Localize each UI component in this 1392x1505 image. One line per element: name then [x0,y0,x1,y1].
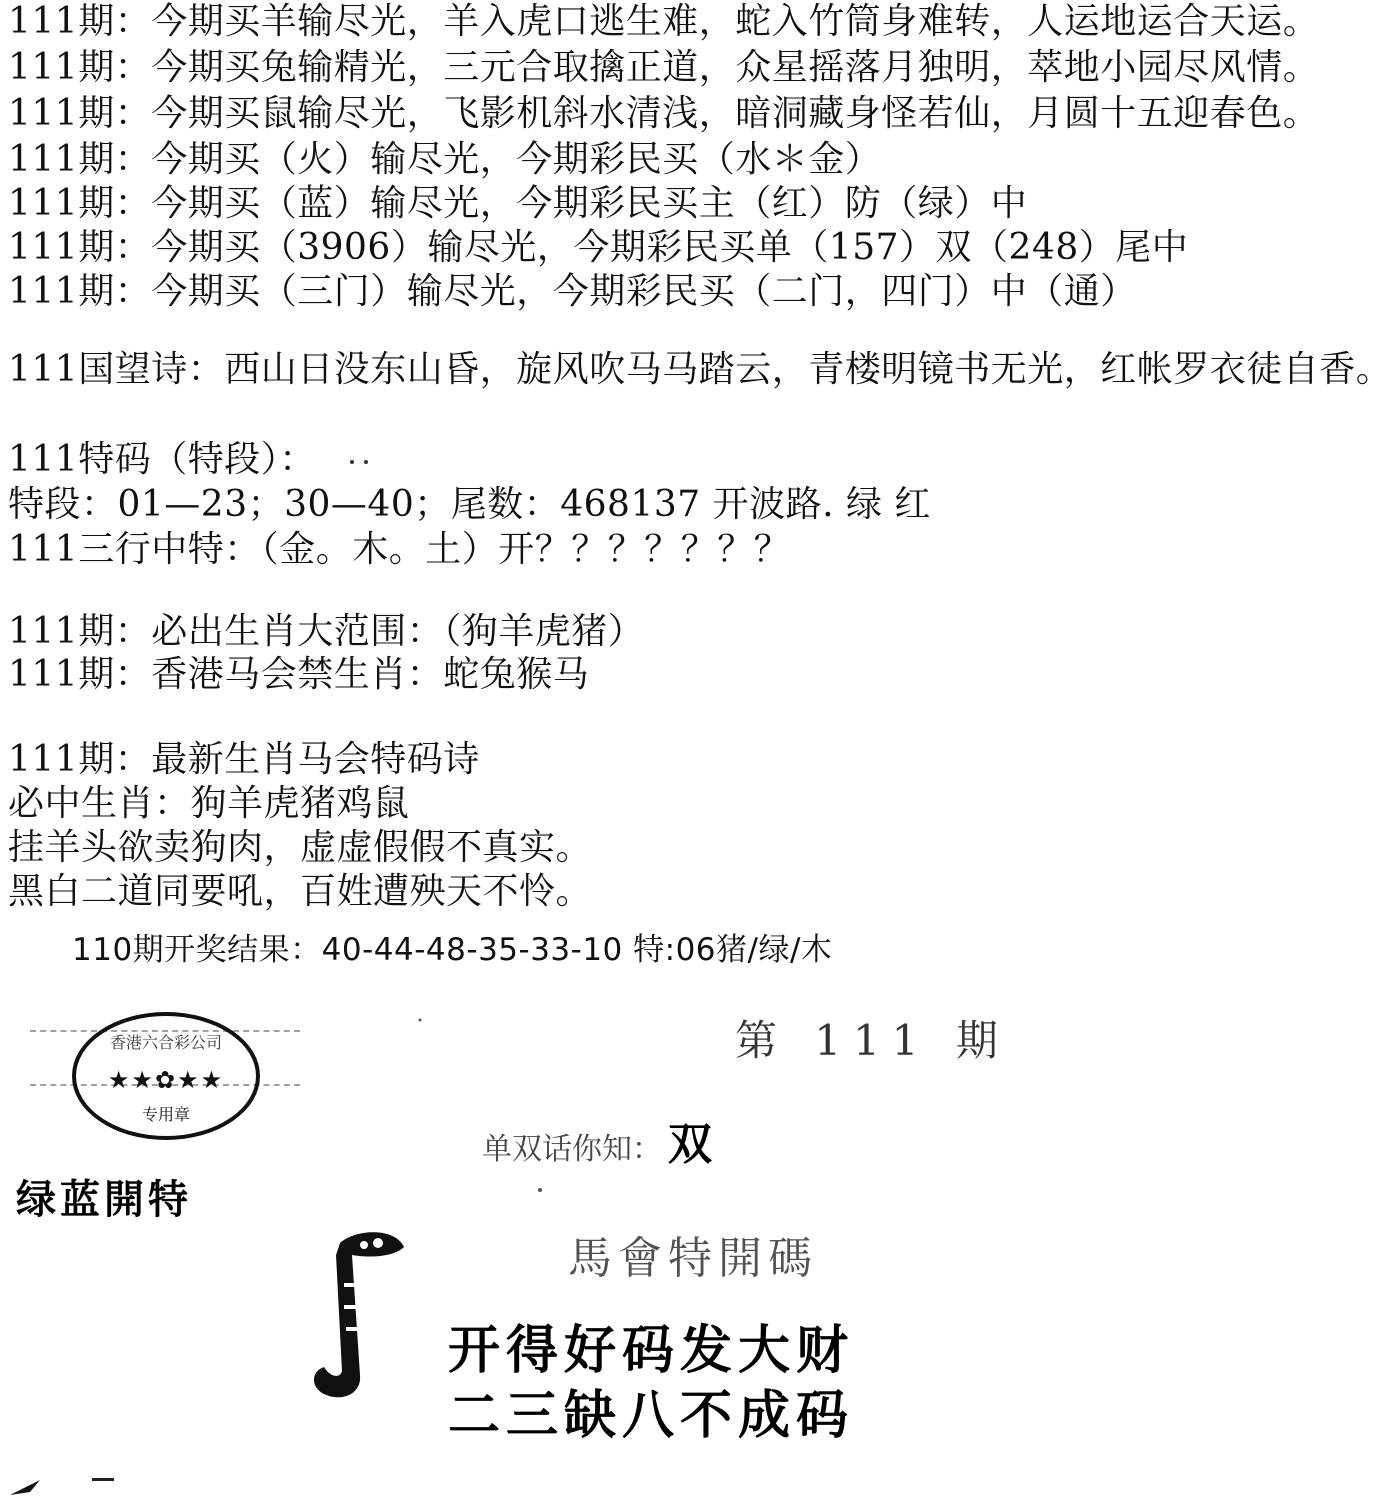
prediction-line-4: 111期：今期买（火）输尽光，今期彩民买（水＊金） [8,139,882,180]
seal-sub-text: 专用章 [141,1105,190,1124]
prediction-line-1: 111期：今期买羊输尽光，羊入虎口逃生难，蛇入竹筒身难转，人运地运合天运。 [8,1,1320,42]
seal-arc-text: 香港六合彩公司 [109,1033,222,1052]
prediction-line-7: 111期：今期买（三门）输尽光，今期彩民买（二门，四门）中（通） [8,271,1137,312]
verse-heading: 111期：最新生肖马会特码诗 [8,739,480,780]
odd-even-label: 单双话你知： [482,1132,662,1167]
green-blue-heading: 绿蓝開特 [16,1177,192,1223]
prediction-line-3: 111期：今期买鼠输尽光，飞影机斜水清浅，暗洞藏身怪若仙，月圆十五迎春色。 [8,93,1320,134]
prediction-line-6: 111期：今期买（3906）输尽光，今期彩民买单（157）双（248）尾中 [8,227,1189,268]
company-seal [72,1012,260,1140]
verse-must-zodiac: 必中生肖：狗羊虎猪鸡鼠 [8,783,410,824]
prediction-line-5: 111期：今期买（蓝）输尽光，今期彩民买主（红）防（绿）中 [8,183,1028,224]
prediction-line-2: 111期：今期买兔输精光，三元合取擒正道，众星摇落月独明，萃地小园尽风情。 [8,47,1320,88]
odd-even-hint [482,1108,712,1172]
slogan-line-1: 开得好码发大财 [448,1321,855,1381]
special-elements: 111三行中特：（金。木。土）开？？？？？？？ [8,529,791,570]
verse-line-1: 挂羊头欲卖狗肉，虚虚假假不真实。 [8,827,593,868]
slogan-line-2: 二三缺八不成码 [448,1386,855,1446]
decorative-logo-icon [300,1225,410,1405]
issue-badge: 第 111 期 [735,1016,1010,1065]
verse-line-2: 黑白二道同要吼，百姓遭殃天不怜。 [8,871,593,912]
special-range: 特段：01—23；30—40；尾数：468137 开波路. 绿 红 [8,484,931,525]
draw-result: 110期开奖结果：40-44-48-35-33-10 特:06猪/绿/木 [72,932,833,968]
special-heading: 111特码（特段）： [8,439,316,480]
seal-stars-icon: ★★✿★★ [107,1066,225,1094]
zodiac-must: 111期：必出生肖大范围：（狗羊虎猪） [8,611,645,652]
horse-club-title: 馬會特開碼 [568,1233,818,1284]
poem-line: 111国望诗：西山日没东山昏，旋风吹马马踏云，青楼明镜书无光，红帐罗衣徒自香。 [8,349,1392,390]
zodiac-banned: 111期：香港马会禁生肖：蛇兔猴马 [8,654,590,695]
odd-even-value: 双 [668,1119,712,1170]
